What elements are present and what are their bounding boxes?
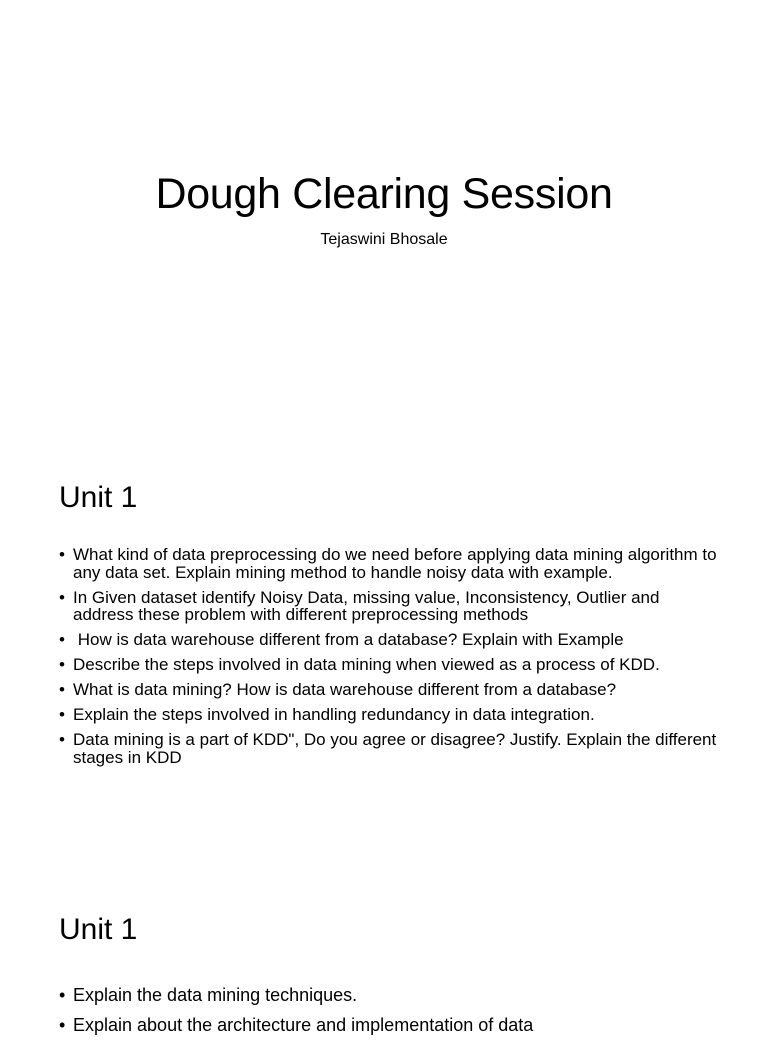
question-text: In Given dataset identify Noisy Data, missing value, Inconsistency, Outlier and address these problem with different preprocessing methods (73, 587, 660, 624)
question-text: Explain the steps involved in handling redundancy in data integration. (73, 705, 595, 724)
list-item (59, 656, 719, 674)
bullet-icon: • (59, 545, 65, 564)
slide-heading: Unit 1 (59, 481, 138, 514)
bullet-icon: • (59, 1015, 66, 1035)
title-slide (0, 0, 768, 432)
question-text: What kind of data preprocessing do we need before applying data mining algorithm to any data set. Explain mining method to handle noisy data with example. (73, 545, 717, 582)
question-text: What is data mining? How is data warehouse different from a database? (73, 680, 617, 699)
question-list (59, 984, 719, 1044)
list-item (59, 731, 719, 766)
bullet-icon: • (59, 705, 65, 724)
bullet-icon: • (59, 655, 65, 674)
unit-1-slide (0, 432, 768, 864)
question-text: Describe the steps involved in data mining when viewed as a process of KDD. (73, 655, 660, 674)
bullet-icon: • (59, 730, 65, 749)
bullet-icon: • (59, 587, 65, 607)
question-text: How is data warehouse different from a database? Explain with Example (73, 630, 624, 649)
question-list (59, 546, 719, 774)
presentation-author: Tejaswini Bhosale (320, 231, 448, 248)
list-item (59, 589, 719, 624)
list-item (59, 1014, 719, 1036)
bullet-icon: • (59, 985, 66, 1005)
list-item (59, 681, 719, 699)
list-item (59, 631, 719, 649)
list-item (59, 546, 719, 581)
question-text: Data mining is a part of KDD", Do you agree or disagree? Justify. Explain the different stages in KDD (73, 730, 717, 767)
question-text: Explain about the architecture and implementation of data (73, 1015, 534, 1035)
slide-heading: Unit 1 (59, 913, 138, 946)
question-text: Explain the data mining techniques. (73, 985, 358, 1005)
bullet-icon: • (59, 630, 65, 649)
list-item (59, 984, 719, 1006)
bullet-icon: • (59, 680, 65, 699)
list-item (59, 706, 719, 724)
presentation-title: Dough Clearing Session (155, 170, 613, 218)
unit-1-slide-2 (0, 864, 768, 1035)
